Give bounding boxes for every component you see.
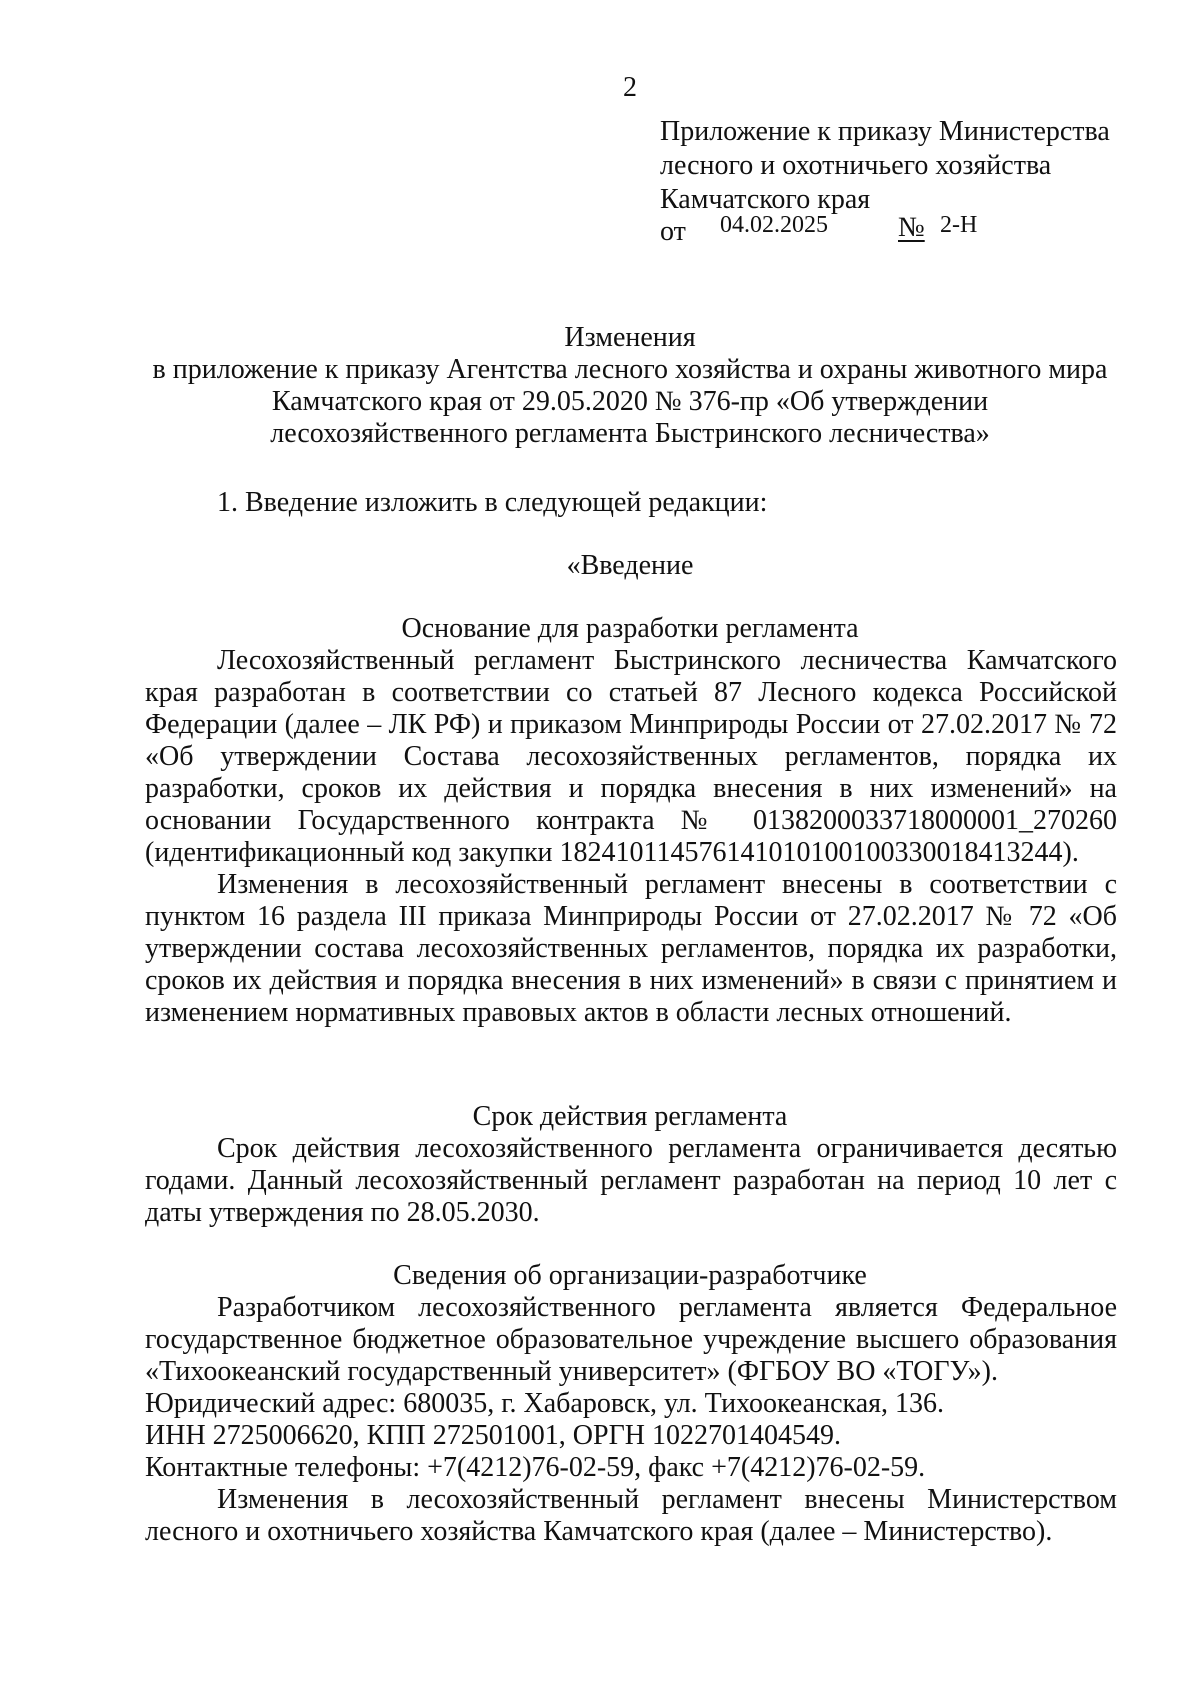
number-label: №: [898, 212, 925, 243]
basis-paragraph-1: [145, 645, 1117, 869]
term-paragraph: [145, 1133, 1117, 1229]
title-line: лесохозяйственного регламента Быстринского лесничества»: [270, 418, 990, 449]
developer-address: Юридический адрес: 680035, г. Хабаровск, ул. Тихоокеанская, 136.: [145, 1388, 945, 1419]
order-meta-row: [660, 212, 1080, 246]
appendix-line: Камчатского края: [660, 184, 871, 215]
paragraph-text: Разработчиком лесохозяйственного регламента является Федеральное государственное бюджетное образовательное учреждение высшего образования «Тихоокеанский государственный университет» (ФГБОУ ВО «ТОГУ»).: [145, 1292, 1117, 1387]
developer-phones: Контактные телефоны: +7(4212)76-02-59, факс +7(4212)76-02-59.: [145, 1452, 926, 1483]
intro-heading: «Введение: [566, 550, 694, 581]
from-label: от: [660, 216, 686, 247]
title-line: в приложение к приказу Агентства лесного хозяйства и охраны животного мира: [152, 354, 1108, 385]
paragraph-text: Изменения в лесохозяйственный регламент внесены Министерством лесного и охотничьего хозяйства Камчатского края (далее – Министерство).: [145, 1484, 1117, 1547]
section-heading-developer: Сведения об организации-разработчике: [393, 1260, 867, 1291]
basis-paragraph-2: [145, 869, 1117, 1029]
item-1: 1. Введение изложить в следующей редакции:: [217, 487, 768, 518]
title-heading: Изменения: [564, 322, 696, 353]
paragraph-text: Срок действия лесохозяйственного регламента ограничивается десятью годами. Данный лесохозяйственный регламент разработан на период 10 лет с даты утверждения по 28.05.2030.: [145, 1133, 1117, 1228]
title-line: Камчатского края от 29.05.2020 № 376-пр «Об утверждении: [271, 386, 989, 417]
developer-paragraph-1: [145, 1292, 1117, 1388]
order-number: 2-Н: [940, 212, 978, 238]
page-number: 2: [623, 72, 637, 103]
appendix-line: Приложение к приказу Министерства: [660, 116, 1110, 147]
developer-ids: ИНН 2725006620, КПП 272501001, ОРГН 1022701404549.: [145, 1420, 841, 1451]
order-date: 04.02.2025: [720, 212, 828, 238]
paragraph-text: Лесохозяйственный регламент Быстринского лесничества Камчатского края разработан в соответствии со статьей 87 Лесного кодекса Российской Федерации (далее – ЛК РФ) и приказом Минприроды России от 27.02.2017 № 72 «Об утверждении Состава лесохозяйственных регламентов, порядка их разработки, сроков их действия и порядка внесения в них изменений» на основании Государственного контракта № 0138200033718000001_270260 (идентификационный код закупки 182410114576141010100100330018413244).: [145, 645, 1117, 868]
section-heading-basis: Основание для разработки регламента: [401, 613, 859, 644]
section-heading-term: Срок действия регламента: [472, 1101, 788, 1132]
appendix-line: лесного и охотничьего хозяйства: [660, 150, 1052, 181]
appendix-header: [660, 115, 1110, 217]
document-title: [0, 322, 1200, 450]
paragraph-text: Изменения в лесохозяйственный регламент внесены в соответствии с пунктом 16 раздела III приказа Минприроды России от 27.02.2017 № 72 «Об утверждении состава лесохозяйственных регламентов, порядка их разработки, сроков их действия и порядка внесения в них изменений» в связи с принятием и изменением нормативных правовых актов в области лесных отношений.: [145, 869, 1117, 1028]
developer-paragraph-2: [145, 1484, 1117, 1548]
